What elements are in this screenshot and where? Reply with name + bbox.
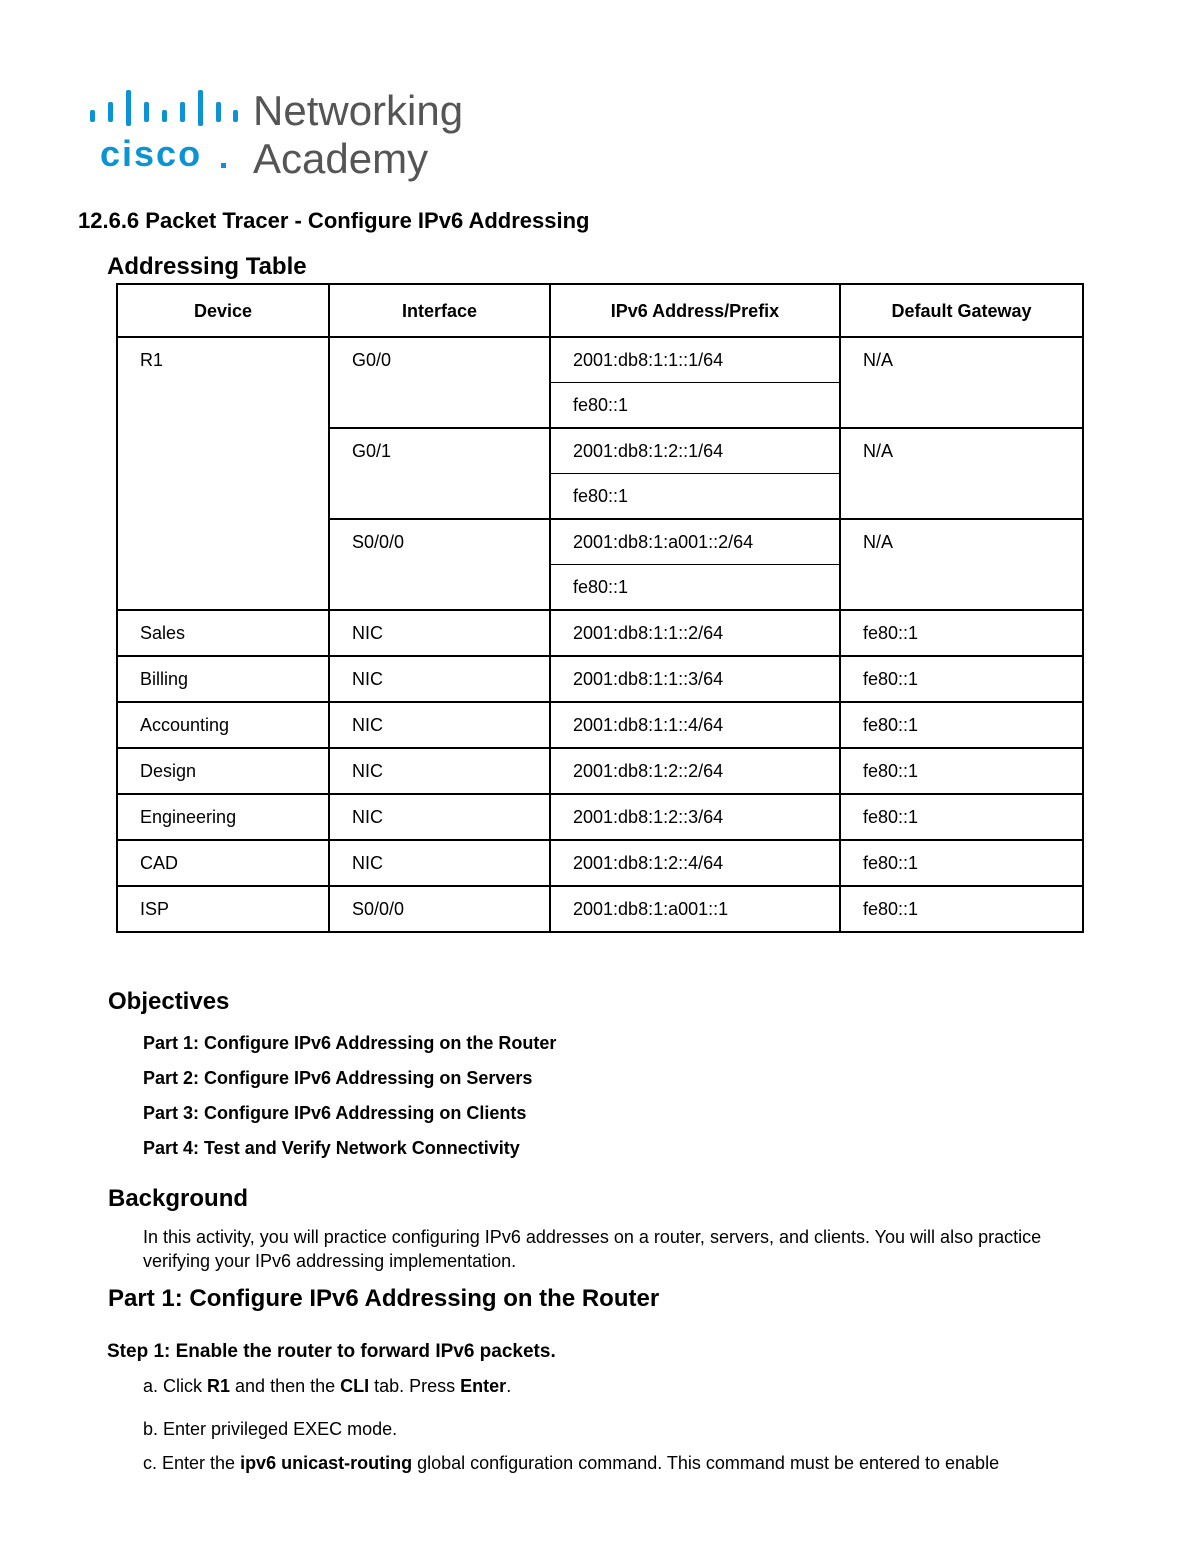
address-cell: 2001:db8:1:2::4/64 <box>550 840 840 886</box>
instruction-c: c. Enter the ipv6 unicast-routing global configuration command. This command must be entered to enable <box>143 1453 1000 1473</box>
cisco-bars-icon <box>88 86 238 130</box>
header-interface: Interface <box>329 284 550 337</box>
table-row <box>117 656 1083 702</box>
device-cell: Billing <box>117 656 329 702</box>
instruction-b: b. Enter privileged EXEC mode. <box>143 1419 398 1439</box>
interface-cell: G0/0 <box>329 337 550 428</box>
objective-item: Part 4: Test and Verify Network Connectivity <box>143 1138 520 1158</box>
background-text: In this activity, you will practice configuring IPv6 addresses on a router, servers, and clients. You will also practice verifying your IPv6 addressing implementation. <box>143 1227 1042 1271</box>
instruction-a: a. Click R1 and then the CLI tab. Press Enter. <box>143 1376 512 1396</box>
interface-cell: NIC <box>329 840 550 886</box>
objective-item: Part 2: Configure IPv6 Addressing on Servers <box>143 1068 533 1088</box>
cisco-dot <box>221 163 226 168</box>
device-cell: Sales <box>117 610 329 656</box>
device-cell: Design <box>117 748 329 794</box>
gateway-cell: fe80::1 <box>840 840 1083 886</box>
part1-heading: Part 1: Configure IPv6 Addressing on the Router <box>108 1285 660 1312</box>
objectives-heading: Objectives <box>108 988 230 1015</box>
gateway-cell: fe80::1 <box>840 656 1083 702</box>
address-cell: 2001:db8:1:1::3/64 <box>550 656 840 702</box>
gateway-cell: fe80::1 <box>840 794 1083 840</box>
device-cell: R1 <box>117 337 329 610</box>
gateway-cell: fe80::1 <box>840 610 1083 656</box>
device-cell: Engineering <box>117 794 329 840</box>
gateway-cell: fe80::1 <box>840 886 1083 932</box>
gateway-cell: N/A <box>840 428 1083 519</box>
background-heading: Background <box>108 1185 249 1212</box>
document-title: 12.6.6 Packet Tracer - Configure IPv6 Addressing <box>78 208 590 233</box>
table-row <box>117 702 1083 748</box>
table-row <box>117 886 1083 932</box>
interface-cell: NIC <box>329 656 550 702</box>
address-cell: 2001:db8:1:a001::2/64 <box>550 519 840 565</box>
cisco-wordmark: cisco <box>100 133 203 174</box>
table-row <box>117 840 1083 886</box>
address-cell: 2001:db8:1:1::4/64 <box>550 702 840 748</box>
header-ipv6-address: IPv6 Address/Prefix <box>550 284 840 337</box>
device-cell: ISP <box>117 886 329 932</box>
gateway-cell: N/A <box>840 519 1083 610</box>
address-cell: 2001:db8:1:2::2/64 <box>550 748 840 794</box>
table-row <box>117 794 1083 840</box>
link-local-cell: fe80::1 <box>550 383 840 429</box>
interface-cell: NIC <box>329 748 550 794</box>
address-cell: 2001:db8:1:a001::1 <box>550 886 840 932</box>
header-default-gateway: Default Gateway <box>840 284 1083 337</box>
step1-heading: Step 1: Enable the router to forward IPv6 packets. <box>107 1341 556 1362</box>
address-cell: 2001:db8:1:2::1/64 <box>550 428 840 474</box>
address-cell: 2001:db8:1:1::1/64 <box>550 337 840 383</box>
interface-cell: S0/0/0 <box>329 519 550 610</box>
table-header-row <box>117 284 1083 337</box>
logo-networking: Networking <box>253 87 464 134</box>
interface-cell: NIC <box>329 610 550 656</box>
interface-cell: S0/0/0 <box>329 886 550 932</box>
table-row <box>117 337 1083 383</box>
header-device: Device <box>117 284 329 337</box>
addressing-table <box>116 283 1084 933</box>
interface-cell: NIC <box>329 702 550 748</box>
interface-cell: NIC <box>329 794 550 840</box>
device-cell: CAD <box>117 840 329 886</box>
link-local-cell: fe80::1 <box>550 474 840 520</box>
link-local-cell: fe80::1 <box>550 565 840 611</box>
gateway-cell: N/A <box>840 337 1083 428</box>
addressing-table-heading: Addressing Table <box>107 253 307 280</box>
objective-item: Part 1: Configure IPv6 Addressing on the Router <box>143 1033 557 1053</box>
objective-item: Part 3: Configure IPv6 Addressing on Clients <box>143 1103 527 1123</box>
logo-academy: Academy <box>253 135 429 182</box>
address-cell: 2001:db8:1:2::3/64 <box>550 794 840 840</box>
address-cell: 2001:db8:1:1::2/64 <box>550 610 840 656</box>
cisco-networking-academy-logo <box>88 86 478 182</box>
device-cell: Accounting <box>117 702 329 748</box>
interface-cell: G0/1 <box>329 428 550 519</box>
table-row <box>117 610 1083 656</box>
gateway-cell: fe80::1 <box>840 748 1083 794</box>
gateway-cell: fe80::1 <box>840 702 1083 748</box>
table-row <box>117 748 1083 794</box>
